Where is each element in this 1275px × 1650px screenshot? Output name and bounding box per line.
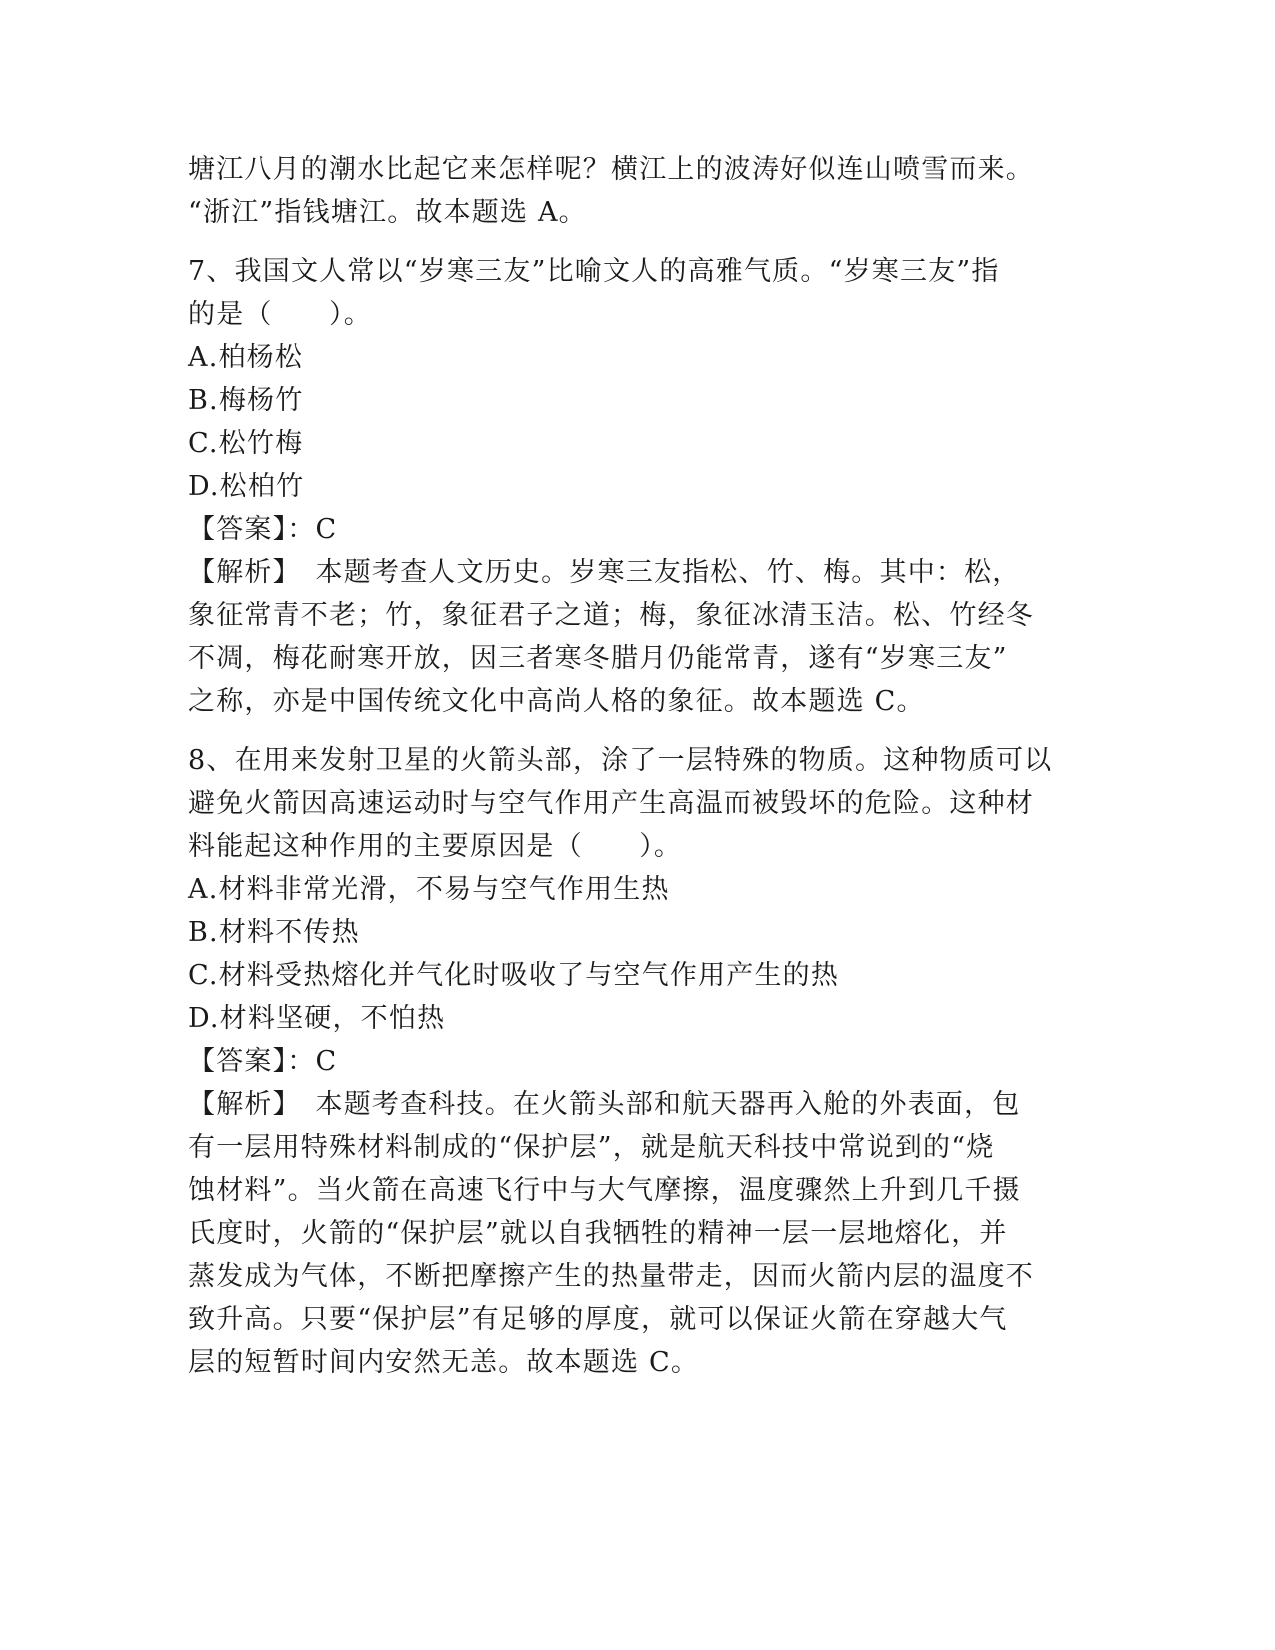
question-7	[188, 250, 1078, 723]
intro-line: “浙江”指钱塘江。故本题选 A。	[188, 197, 587, 228]
q8-analysis-line: 有一层用特殊材料制成的“保护层”，就是航天科技中常说到的“烧	[188, 1132, 995, 1163]
q7-analysis-line: 【解析】 本题考查人文历史。岁寒三友指松、竹、梅。其中：松，	[188, 557, 1021, 588]
q8-option-a: A.材料非常光滑，不易与空气作用生热	[188, 874, 670, 905]
q8-stem-line: 避免火箭因高速运动时与空气作用产生高温而被毁坏的危险。这种材	[188, 788, 1034, 819]
q8-analysis-line: 蒸发成为气体，不断把摩擦产生的热量带走，因而火箭内层的温度不	[188, 1261, 1034, 1292]
q8-answer: 【答案】：C	[188, 1046, 338, 1077]
q7-analysis-line: 不凋，梅花耐寒开放，因三者寒冬腊月仍能常青，遂有“岁寒三友”	[188, 643, 1008, 674]
intro-line: 塘江八月的潮水比起它来怎样呢？横江上的波涛好似连山喷雪而来。	[188, 154, 1034, 185]
q8-analysis-line: 【解析】 本题考查科技。在火箭头部和航天器再入舱的外表面，包	[188, 1089, 1021, 1120]
q8-analysis-line: 蚀材料”。当火箭在高速飞行中与大气摩擦，温度骤然上升到几千摄	[188, 1175, 1021, 1206]
q8-option-c: C.材料受热熔化并气化时吸收了与空气作用产生的热	[188, 960, 840, 991]
q7-answer: 【答案】：C	[188, 514, 338, 545]
q8-stem-line: 料能起这种作用的主要原因是（ ）。	[188, 831, 683, 862]
q8-stem-line: 8、在用来发射卫星的火箭头部，涂了一层特殊的物质。这种物质可以	[188, 745, 1053, 776]
spacer	[188, 723, 1078, 739]
q7-analysis-line: 之称，亦是中国传统文化中高尚人格的象征。故本题选 C。	[188, 686, 925, 717]
q8-analysis-line: 氏度时，火箭的“保护层”就以自我牺牲的精神一层一层地熔化，并	[188, 1218, 1008, 1249]
q7-option-c: C.松竹梅	[188, 428, 304, 459]
q7-analysis-line: 象征常青不老；竹，象征君子之道；梅，象征冰清玉洁。松、竹经冬	[188, 600, 1034, 631]
q7-stem-line: 7、我国文人常以“岁寒三友”比喻文人的高雅气质。“岁寒三友”指	[188, 256, 1000, 287]
intro-paragraph	[188, 148, 1078, 234]
q7-stem-line: 的是（ ）。	[188, 299, 372, 330]
page-content	[188, 148, 1078, 1384]
q8-option-d: D.材料坚硬，不怕热	[188, 1003, 446, 1034]
spacer	[188, 234, 1078, 250]
q8-option-b: B.材料不传热	[188, 917, 360, 948]
question-8	[188, 739, 1078, 1384]
q7-option-b: B.梅杨竹	[188, 385, 304, 416]
q7-option-a: A.柏杨松	[188, 342, 304, 373]
q8-analysis-line: 层的短暂时间内安然无恙。故本题选 C。	[188, 1347, 700, 1378]
q7-option-d: D.松柏竹	[188, 471, 305, 502]
q8-analysis-line: 致升高。只要“保护层”有足够的厚度，就可以保证火箭在穿越大气	[188, 1304, 1008, 1335]
